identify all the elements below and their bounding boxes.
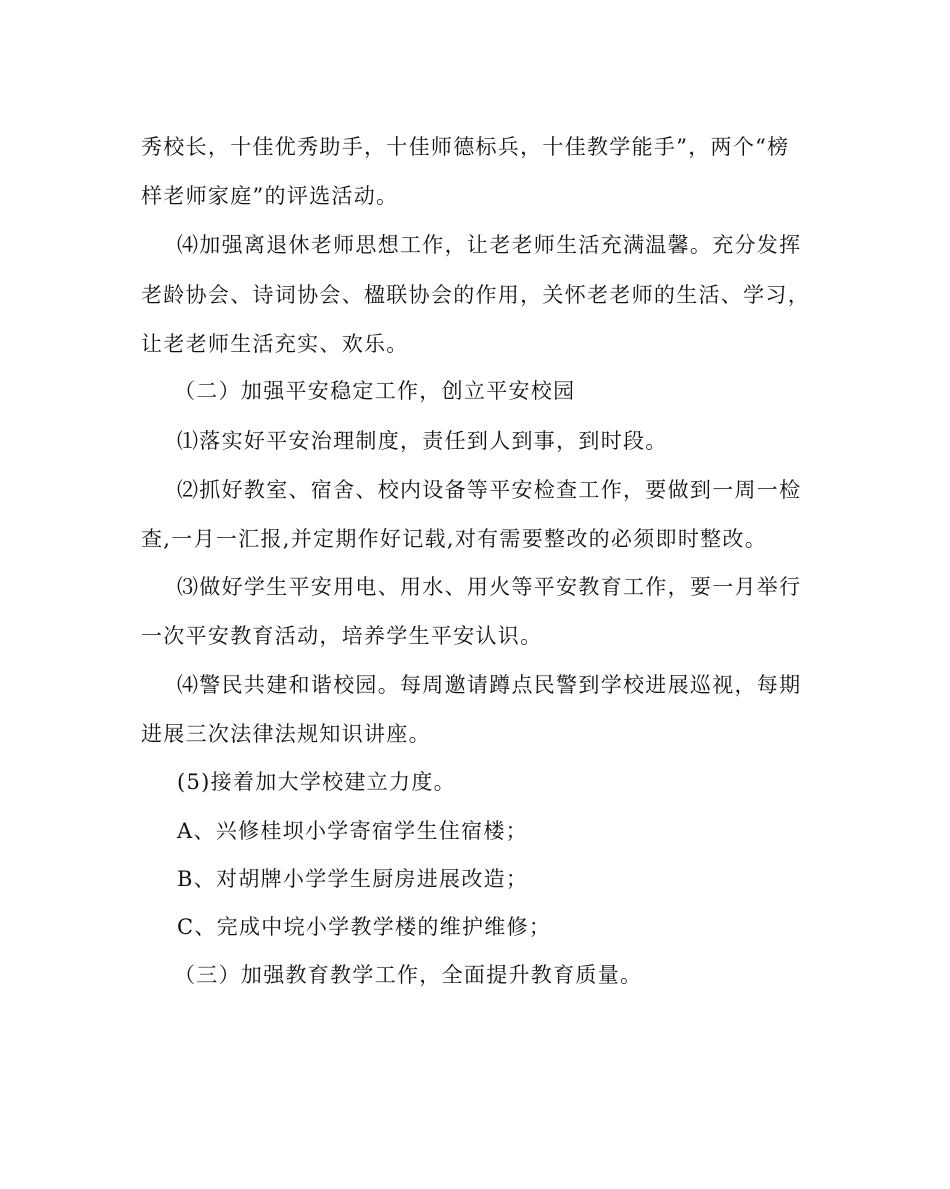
list-item: B、对胡牌小学学生厨房进展改造； bbox=[177, 867, 529, 891]
paragraph-line: 秀校长，十佳优秀助手，十佳师德标兵，十佳教学能手”，两个“榜 bbox=[141, 135, 790, 159]
paragraph-line: 一次平安教育活动，培养学生平安认识。 bbox=[141, 624, 543, 648]
paragraph-line: 让老老师生活充实、欢乐。 bbox=[141, 332, 409, 356]
paragraph-line: 进展三次法律法规知识讲座。 bbox=[141, 722, 431, 746]
paragraph-line: ⑷警民共建和谐校园。每周邀请蹲点民警到学校进展巡视，每期 bbox=[177, 673, 802, 697]
paragraph-line: ⑴落实好平安治理制度，责任到人到事，到时段。 bbox=[177, 429, 668, 453]
section-heading: （三）加强教育教学工作，全面提升教育质量。 bbox=[174, 963, 643, 987]
list-item: A、兴修桂坝小学寄宿学生住宿楼； bbox=[177, 819, 528, 843]
paragraph-line: ⑷加强离退休老师思想工作，让老老师生活充满温馨。充分发挥 bbox=[177, 233, 802, 257]
paragraph-line: 样老师家庭”的评选活动。 bbox=[141, 184, 399, 208]
paragraph-line: 老龄协会、诗词协会、楹联协会的作用，关怀老老师的生活、学习， bbox=[141, 283, 810, 307]
paragraph-line: ⑶做好学生平安用电、用水、用火等平安教育工作，要一月举行 bbox=[177, 575, 802, 599]
paragraph-line: ⑵抓好教室、宿舍、校内设备等平安检查工作，要做到一周一检 bbox=[177, 478, 802, 502]
paragraph-line: (5)接着加大学校建立力度。 bbox=[177, 770, 456, 794]
section-heading: （二）加强平安稳定工作，创立平安校园 bbox=[174, 379, 576, 403]
paragraph-line: 查,一月一汇报,并定期作好记载,对有需要整改的必须即时整改。 bbox=[141, 527, 768, 551]
list-item: C、完成中垸小学教学楼的维护维修； bbox=[177, 915, 552, 939]
